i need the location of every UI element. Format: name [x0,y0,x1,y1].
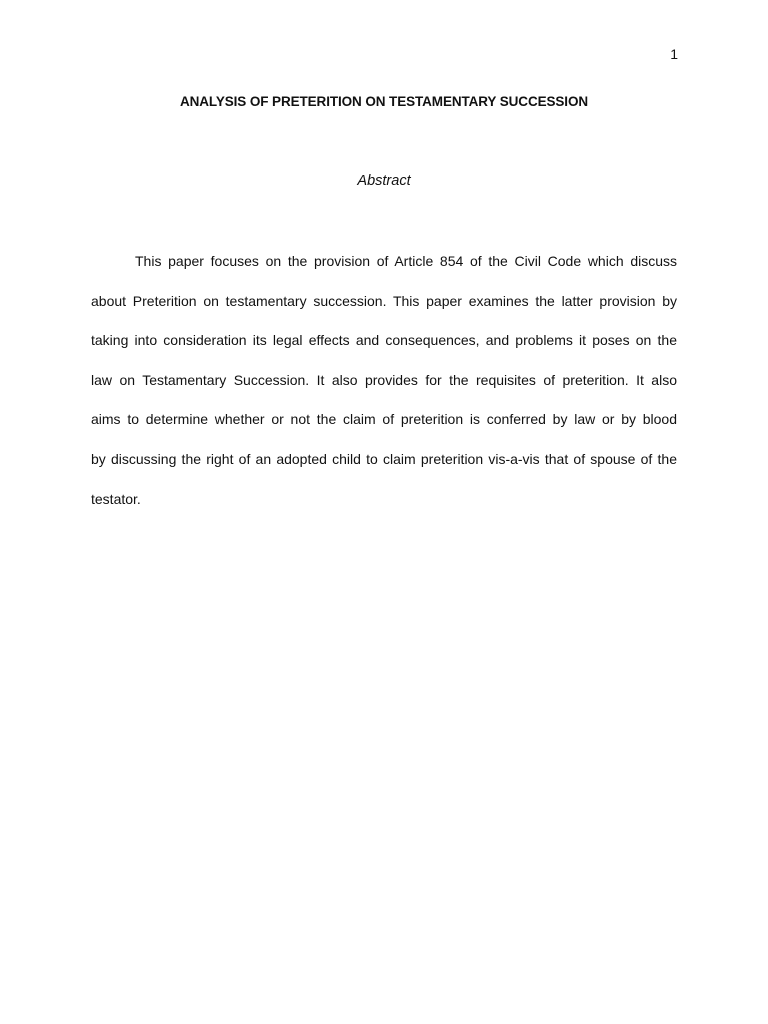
abstract-line: by discussing the right of an adopted child to claim preterition vis-a-vis that of spouse of the [91,450,677,467]
page-number: 1 [670,46,678,62]
abstract-line: aims to determine whether or not the claim of preterition is conferred by law or by blood [91,411,677,428]
document-title: ANALYSIS OF PRETERITION ON TESTAMENTARY SUCCESSION [179,94,589,109]
abstract-line: This paper focuses on the provision of Article 854 of the Civil Code which discuss [135,253,677,269]
abstract-line: taking into consideration its legal effects and consequences, and problems it poses on the [91,332,677,349]
abstract-paragraph [91,250,677,520]
abstract-line: law on Testamentary Succession. It also provides for the requisites of preterition. It also [91,371,677,388]
abstract-line: testator. [91,490,141,507]
abstract-line: about Preterition on testamentary succession. This paper examines the latter provision by [91,292,677,309]
abstract-heading: Abstract [357,173,411,189]
